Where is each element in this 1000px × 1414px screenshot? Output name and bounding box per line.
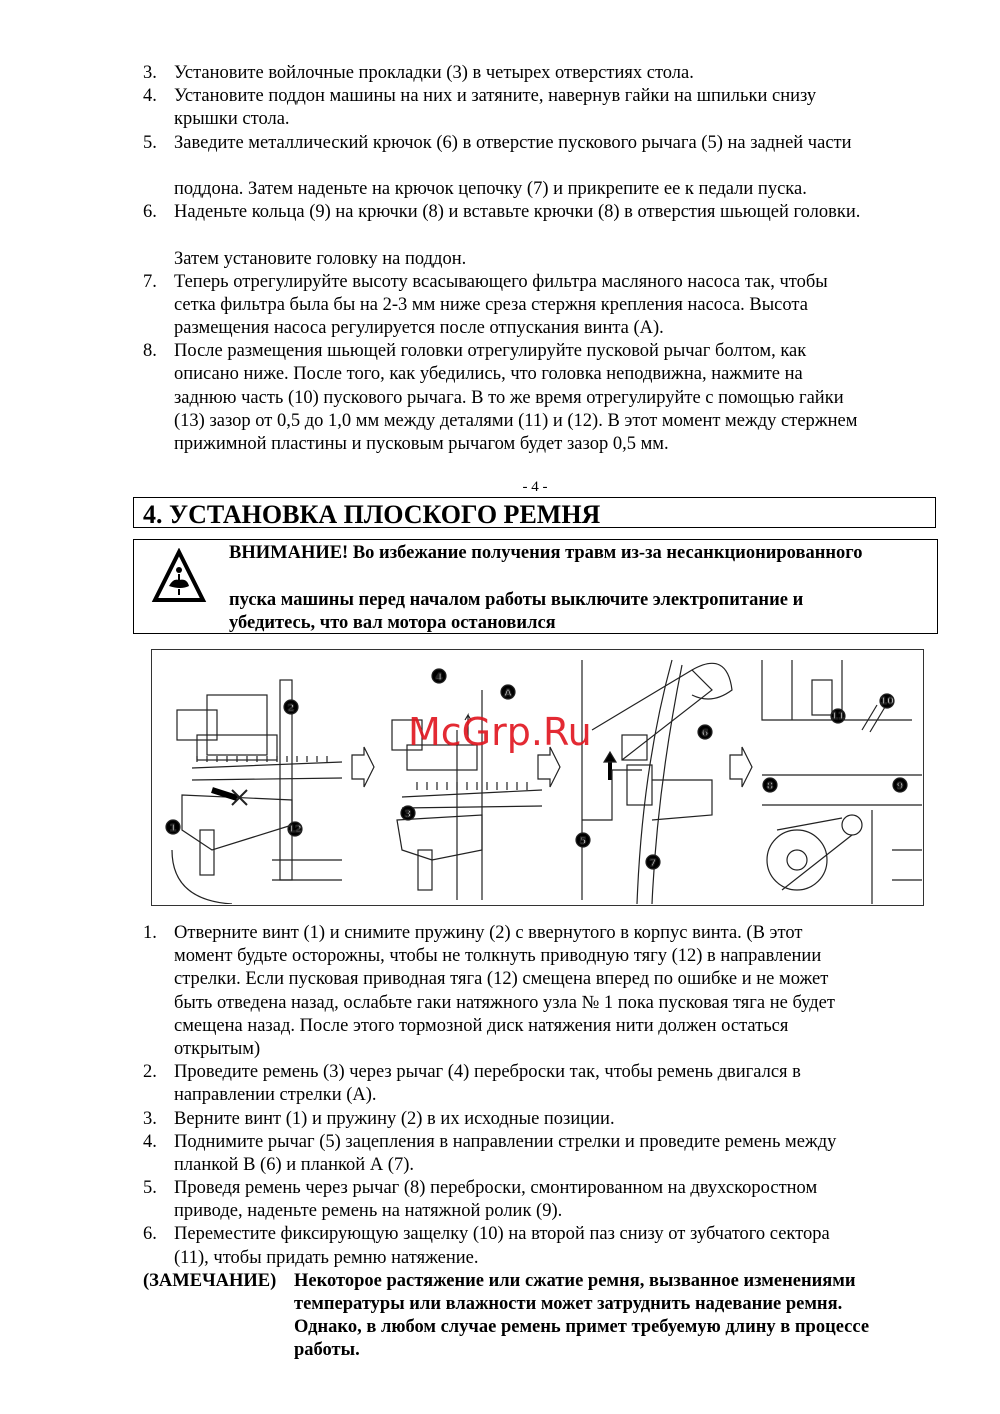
list-item-line bbox=[0, 1223, 1000, 1246]
list-item-line bbox=[0, 62, 1000, 85]
list-item-text: После размещения шьющей головки отрегулируйте пусковой рычаг болтом, как bbox=[174, 341, 807, 362]
list-item-number: 3. bbox=[143, 1108, 157, 1129]
list-item-number: 8. bbox=[143, 341, 157, 362]
svg-text:2: 2 bbox=[287, 703, 295, 714]
callout-8 bbox=[763, 778, 777, 792]
svg-text:12: 12 bbox=[288, 824, 302, 835]
list-item-number: 2. bbox=[143, 1062, 157, 1083]
list-item-line bbox=[0, 271, 1000, 294]
note-line: Однако, в любом случае ремень примет требуемую длину в процессе bbox=[294, 1317, 870, 1337]
list-item-text: приводе, наденьте ремень на натяжной ролик (9). bbox=[174, 1201, 563, 1222]
callout-10 bbox=[880, 694, 894, 708]
list-item-text: направлении стрелки (А). bbox=[174, 1085, 377, 1106]
warning-text-line: ВНИМАНИЕ! Во избежание получения травм из-за несанкционированного bbox=[229, 543, 863, 563]
list-item-line bbox=[0, 201, 1000, 224]
panel-1 bbox=[169, 680, 342, 904]
list-item-line bbox=[0, 968, 1000, 991]
note-label: (ЗАМЕЧАНИЕ) bbox=[143, 1271, 277, 1291]
list-item-number: 6. bbox=[143, 202, 157, 223]
list-item-text: Установите войлочные прокладки (3) в четырех отверстиях стола. bbox=[174, 63, 694, 83]
list-item-line bbox=[0, 294, 1000, 317]
list-item-text: описано ниже. После того, как убедились, что головка неподвижна, нажмите на bbox=[174, 364, 803, 385]
list-item-line bbox=[0, 132, 1000, 155]
figure-drawing bbox=[152, 650, 922, 904]
callout-9 bbox=[893, 778, 907, 792]
callout-6 bbox=[698, 725, 712, 739]
list-item-text: Проведя ремень через рычаг (8) переброски, смонтированном на двухскоростном bbox=[174, 1178, 818, 1199]
list-item-line bbox=[0, 248, 1000, 271]
warning-text-line: пуска машины перед началом работы выключите электропитание и bbox=[229, 590, 804, 610]
list-item-number: 7. bbox=[143, 271, 157, 292]
callout-A bbox=[501, 685, 515, 699]
list-item-line bbox=[0, 1131, 1000, 1154]
list-item-text: планкой В (6) и планкой А (7). bbox=[174, 1154, 415, 1175]
list-item-line bbox=[0, 108, 1000, 131]
note-line: Некоторое растяжение или сжатие ремня, вызванное изменениями bbox=[294, 1271, 856, 1291]
list-item-text: поддона. Затем наденьте на крючок цепочку (7) и прикрепите ее к педали пуска. bbox=[174, 178, 807, 199]
svg-text:7: 7 bbox=[649, 858, 657, 869]
list-item-text: Заведите металлический крючок (6) в отверстие пускового рычага (5) на задней части bbox=[174, 132, 852, 153]
list-item-text: Переместите фиксирующую защелку (10) на второй паз снизу от зубчатого сектора bbox=[174, 1224, 830, 1245]
warning-text-line: убедитесь, что вал мотора остановился bbox=[229, 613, 556, 633]
list-item-number: 5. bbox=[143, 1178, 157, 1199]
list-item-line bbox=[0, 1015, 1000, 1038]
arrow-right-icon bbox=[352, 747, 374, 787]
list-item-text: сетка фильтра была бы на 2-3 мм ниже среза стержня крепления насоса. Высота bbox=[174, 294, 808, 315]
watermark: McGrp.Ru bbox=[408, 710, 592, 754]
note-line: температуры или влажности может затруднить надевание ремня. bbox=[294, 1294, 843, 1314]
list-item-text: смещена назад. После этого тормозной диск натяжения нити должен остаться bbox=[174, 1015, 789, 1036]
list-item-line bbox=[0, 1038, 1000, 1061]
svg-text:10: 10 bbox=[880, 696, 894, 707]
list-item-line bbox=[0, 1177, 1000, 1200]
list-item-line bbox=[0, 363, 1000, 386]
list-item-line bbox=[0, 1061, 1000, 1084]
installation-steps-list bbox=[0, 62, 1000, 456]
list-item-line bbox=[0, 433, 1000, 456]
belt-installation-figure bbox=[151, 649, 924, 906]
list-item-line bbox=[0, 317, 1000, 340]
list-item-number: 5. bbox=[143, 132, 157, 153]
list-item-text: прижимной пластины и пусковым рычагом будет зазор 0,5 мм. bbox=[174, 434, 669, 454]
list-item-line bbox=[0, 387, 1000, 410]
callout-12 bbox=[288, 822, 302, 836]
list-item-text: момент будьте осторожны, чтобы не толкнуть приводную тягу (12) в направлении bbox=[174, 946, 822, 967]
callout-4 bbox=[432, 669, 446, 683]
list-item-line bbox=[0, 224, 1000, 247]
warning-box bbox=[133, 539, 938, 634]
list-item-number: 4. bbox=[143, 1131, 157, 1152]
svg-text:5: 5 bbox=[579, 836, 587, 847]
list-item-text: Теперь отрегулируйте высоту всасывающего фильтра масляного насоса так, чтобы bbox=[174, 271, 828, 292]
list-item-line bbox=[0, 178, 1000, 201]
list-item-line bbox=[0, 1084, 1000, 1107]
svg-text:3: 3 bbox=[404, 809, 412, 820]
list-item-line bbox=[0, 1247, 1000, 1270]
list-item-line bbox=[0, 1108, 1000, 1131]
callout-2 bbox=[284, 700, 298, 714]
svg-text:8: 8 bbox=[766, 781, 774, 792]
callout-7 bbox=[646, 855, 660, 869]
list-item-text: Отверните винт (1) и снимите пружину (2) с ввернутого в корпус винта. (В этот bbox=[174, 923, 803, 943]
list-item-line bbox=[0, 340, 1000, 363]
svg-text:6: 6 bbox=[701, 728, 709, 739]
svg-text:11: 11 bbox=[831, 711, 845, 722]
list-item-text: Установите поддон машины на них и затяните, навернув гайки на шпильки снизу bbox=[174, 86, 817, 107]
list-item-text: открытым) bbox=[174, 1038, 261, 1059]
list-item-text: заднюю часть (10) пускового рычага. В то же время отрегулируйте с помощью гайки bbox=[174, 387, 844, 408]
callout-1 bbox=[166, 820, 180, 834]
arrow-right-icon bbox=[730, 747, 752, 787]
list-item-text: крышки стола. bbox=[174, 109, 290, 130]
list-item-text: Затем установите головку на поддон. bbox=[174, 248, 467, 269]
list-item-text: размещения насоса регулируется после отпускания винта (А). bbox=[174, 318, 664, 339]
hand-caution-icon bbox=[151, 548, 207, 604]
list-item-number: 1. bbox=[143, 923, 157, 943]
list-item-line bbox=[0, 1154, 1000, 1177]
note-line: работы. bbox=[294, 1340, 360, 1360]
list-item-number: 6. bbox=[143, 1224, 157, 1245]
list-item-line bbox=[0, 922, 1000, 945]
list-item-number: 4. bbox=[143, 86, 157, 107]
list-item-text: Проведите ремень (3) через рычаг (4) переброски так, чтобы ремень двигался в bbox=[174, 1062, 801, 1083]
list-item-text: Наденьте кольца (9) на крючки (8) и вставьте крючки (8) в отверстия шьющей головки. bbox=[174, 202, 861, 223]
belt-steps-list bbox=[0, 922, 1000, 1270]
list-item-text: (13) зазор от 0,5 до 1,0 мм между деталями (11) и (12). В этот момент между стержнем bbox=[174, 410, 858, 431]
list-item-text: быть отведена назад, ослабьте гаки натяжного узла № 1 пока пусковая тяга не будет bbox=[174, 992, 835, 1013]
svg-text:4: 4 bbox=[435, 672, 443, 683]
list-item-text: Поднимите рычаг (5) зацепления в направлении стрелки и проведите ремень между bbox=[174, 1131, 837, 1152]
svg-text:9: 9 bbox=[896, 781, 904, 792]
list-item-line bbox=[0, 945, 1000, 968]
list-item-line bbox=[0, 85, 1000, 108]
list-item-line bbox=[0, 992, 1000, 1015]
list-item-text: стрелки. Если пусковая приводная тяга (12) смещена вперед по ошибке и не может bbox=[174, 969, 829, 990]
list-item-line bbox=[0, 1200, 1000, 1223]
callout-11 bbox=[831, 709, 845, 723]
svg-text:1: 1 bbox=[169, 823, 177, 834]
list-item-text: Верните винт (1) и пружину (2) в их исходные позиции. bbox=[174, 1108, 615, 1129]
list-item-text: (11), чтобы придать ремню натяжение. bbox=[174, 1247, 479, 1268]
list-item-number: 3. bbox=[143, 63, 157, 83]
list-item-line bbox=[0, 410, 1000, 433]
page-number: - 4 - bbox=[522, 479, 548, 495]
callout-3 bbox=[401, 806, 415, 820]
list-item-line bbox=[0, 155, 1000, 178]
svg-text:A: A bbox=[504, 688, 512, 699]
callout-5 bbox=[576, 833, 590, 847]
section-heading: 4. УСТАНОВКА ПЛОСКОГО РЕМНЯ bbox=[133, 497, 936, 528]
